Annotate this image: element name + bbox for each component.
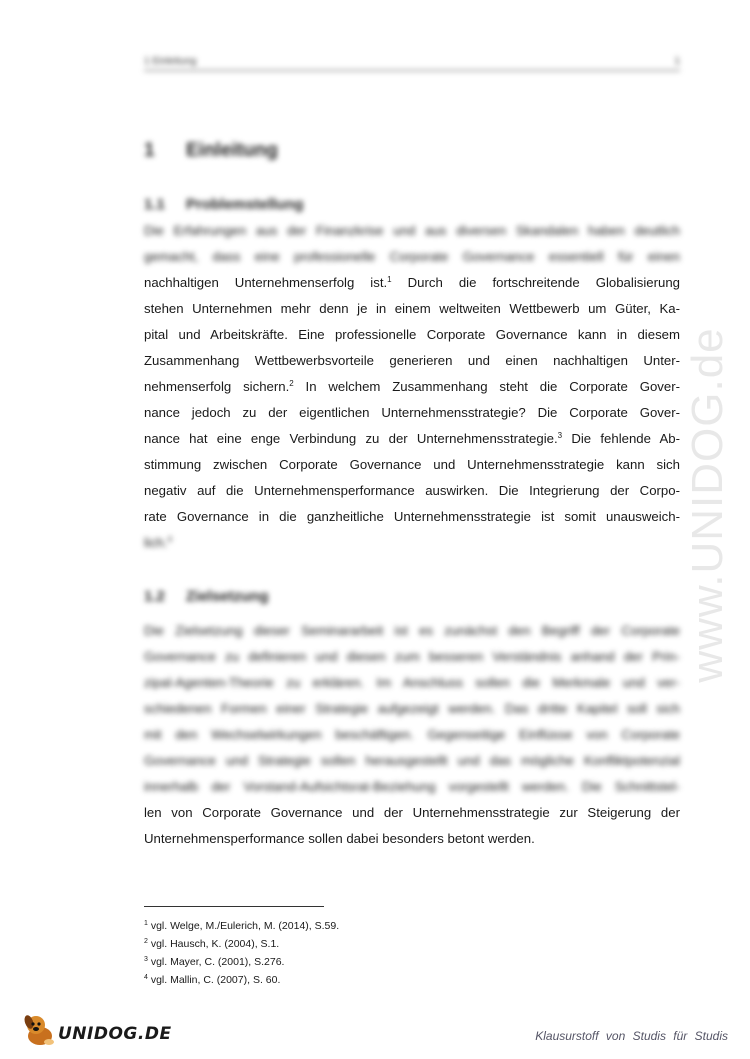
text-line: innerhalb der Vorstand-Aufsichtsrat-Beziehung vorgestellt werden. Die Schnittstel- [144,779,680,794]
chapter-heading [144,140,278,162]
footnote: $^4$ vgl. Mallin, C. (2007), S. 60. [144,974,281,986]
text-line: negativ auf die Unternehmensperformance auswirken. Die Integrierung der Corpo- [144,483,680,498]
text-line: Die Erfahrungen aus der Finanzkrise und aus diversen Skandalen haben deutlich [144,223,680,238]
text-line: Governance und Strategie sollen herausgestellt und das mögliche Konfliktpotenzial [144,753,680,768]
text-line: stehen Unternehmen mehr denn je in einem weltweiten Wettbewerb um Güter, Ka- [144,301,680,316]
running-header [144,56,680,71]
problemstellung-paragraph [144,218,680,556]
running-header-title: 1 Einleitung [144,56,197,67]
footnote-ref: 3 [557,431,563,440]
text-line: rate Governance in die ganzheitliche Unternehmensstrategie ist somit unausweich- [144,509,680,524]
tagline: Klausurstoff von Studis für Studis [535,1029,728,1043]
chapter-title: Einleitung [186,140,278,161]
text-line: Die Zielsetzung dieser Seminararbeit ist es zunächst den Begriff der Corporate [144,623,680,638]
text-line: nance jedoch zu der eigentlichen Unternehmensstrategie? Die Corporate Gover- [144,405,680,420]
page-number: 1 [674,56,680,67]
footnote-divider [144,906,324,907]
text-line: pital und Arbeitskräfte. Eine professionelle Corporate Governance kann in diesem [144,327,680,342]
footnote-ref: 1 [387,275,392,284]
footnote: $^3$ vgl. Mayer, C. (2001), S.276. [144,956,285,968]
text-line: lich.$^4$ [144,535,172,550]
text-line: Governance zu definieren und diesen zum besseren Verständnis anhand der Prin- [144,649,680,664]
text-line: len von Corporate Governance und der Unternehmensstrategie zur Steigerung der [144,805,680,820]
chapter-number: 1 [144,140,155,161]
text-line: Zusammenhang Wettbewerbsvorteile generieren und einen nachhaltigen Unter- [144,353,680,368]
text-line: zipal-Agenten-Theorie zu erklären. Im Anschluss sollen die Merkmale und ver- [144,675,680,690]
text-line: nachhaltigen Unternehmenserfolg ist.$^1$ Durch die fortschreitende Globalisierung [144,275,680,290]
zielsetzung-paragraph [144,618,680,852]
section-heading-zielsetzung [144,588,269,605]
unidog-logo [22,1012,172,1048]
text-line: mit den Wechselwirkungen beschäftigen. Gegenseitige Einflüsse von Corporate [144,727,680,742]
text-line: Unternehmensperformance sollen dabei besonders betont werden. [144,831,535,846]
footnote: $^1$ vgl. Welge, M./Eulerich, M. (2014), S.59. [144,920,340,932]
text-line: schiedenen Formen einer Strategie aufgezeigt werden. Das dritte Kapitel soll sich [144,701,680,716]
footnotes [144,917,339,989]
section-heading-problemstellung [144,196,304,213]
section-title: Zielsetzung [186,588,269,605]
watermark [678,270,738,740]
dog-mascot-icon [22,1012,62,1048]
section-number: 1.2 [144,588,165,605]
text-line: nehmenserfolg sichern.$^2$ In welchem Zusammenhang steht die Corporate Gover- [144,379,681,394]
watermark-text: www.UNIDOG.de [683,327,732,683]
footnote: $^2$ vgl. Hausch, K. (2004), S.1. [144,938,280,950]
footnote-ref: 2 [289,379,294,388]
footnote-ref: 4 [167,535,172,544]
text-line: gemacht, dass eine professionelle Corporate Governance essentiell für einen [144,249,680,264]
text-line: stimmung zwischen Corporate Governance und Unternehmensstrategie kann sich [144,457,680,472]
logo-text: UNIDOG.DE [58,1024,172,1044]
text-line: nance hat eine enge Verbindung zu der Unternehmensstrategie.$^3$ Die fehlende Ab- [144,431,680,446]
section-title: Problemstellung [186,196,304,213]
section-number: 1.1 [144,196,165,213]
